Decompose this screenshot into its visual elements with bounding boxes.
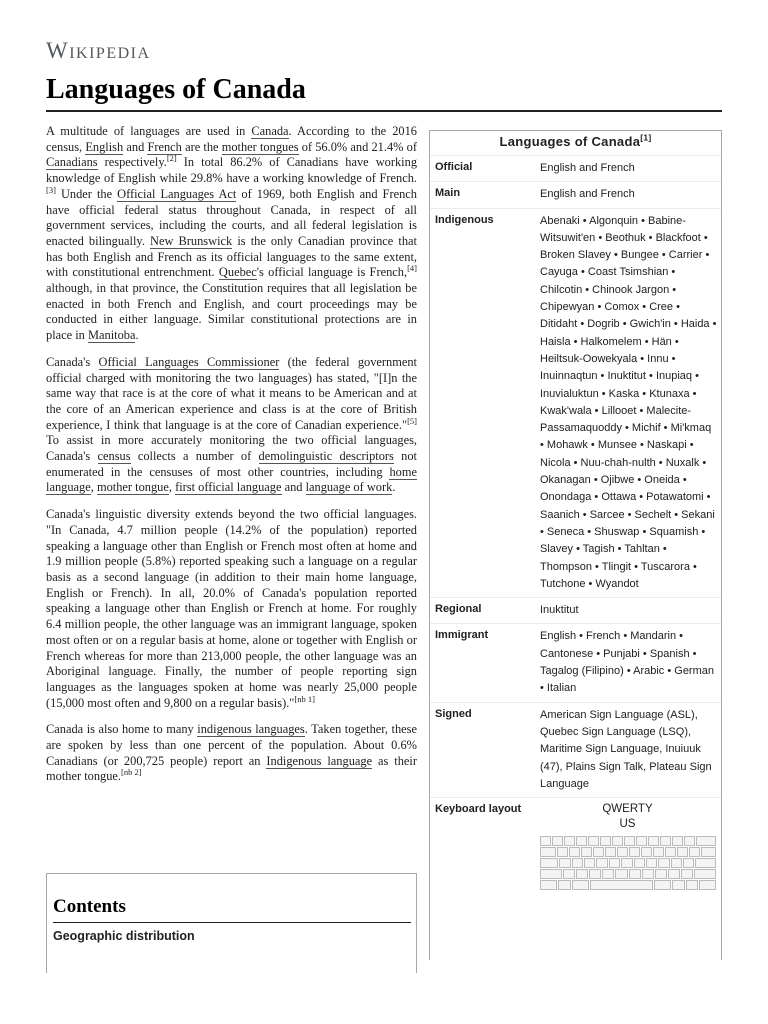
link-mother-tongues[interactable]: mother tongues bbox=[221, 139, 299, 154]
paragraph-intro: A multitude of languages are used in Canada. According to the 2016 census, English and French are the mother tongues of 56.0% and 21.4% of Canadians respectively.[2] In total 86.2% of Canadians have working knowledge of English while 29.8% have a working knowledge of French.[3] Under the Official Languages Act of 1969, both English and French have official federal status throughout Canada, in respect of all government services, including the courts, and all federal legislation is enacted bilingually. New Brunswick is the only Canadian province that has both English and French as its official languages to the same extent, with constitutional entrenchment. Quebec's official language is French,[4] although, in that province, the Constitution requires that all legislation be enacted in both French and English, and court proceedings may be conducted in either language. Similar constitutional protections are in place in Manitoba. bbox=[46, 124, 418, 343]
infobox-label: Signed bbox=[435, 707, 472, 720]
infobox-label: Regional bbox=[435, 603, 482, 616]
page-title: Languages of Canada bbox=[46, 74, 306, 105]
note-nb-2[interactable]: [nb 2] bbox=[121, 767, 142, 778]
link-official-languages-commissioner[interactable]: Official Languages Commissioner bbox=[98, 354, 280, 369]
link-first-official-language[interactable]: first official language bbox=[175, 480, 282, 495]
paragraph-commissioner: Canada's Official Languages Commissioner (the federal government official charged with monitoring the two languages) has stated, "[I]n the same way that race is at the core of what it means to be American and at the core of an American experience and class is at the core of British experience, I think that language is at the core of Canadian experience."[5] To assist in more accurately monitoring the two official languages, Canada's census collects a number of demolinguistic descriptors not enumerated in the censuses of most other countries, including home language, mother tongue, first official language and language of work. bbox=[46, 354, 418, 495]
infobox-row-immigrant bbox=[430, 623, 721, 701]
citation-5[interactable]: [5] bbox=[407, 415, 417, 426]
title-divider bbox=[46, 110, 722, 112]
infobox-row-keyboard-layout bbox=[430, 797, 721, 900]
link-quebec[interactable]: Quebec bbox=[218, 265, 257, 280]
article-body bbox=[46, 124, 417, 796]
link-mother-tongue[interactable]: mother tongue bbox=[96, 480, 169, 495]
infobox-value[interactable]: English • French • Mandarin • Cantonese • Punjabi • Spanish • Tagalog (Filipino) • Arabic • German • Italian bbox=[540, 630, 714, 695]
infobox-label: Indigenous bbox=[435, 213, 494, 226]
link-language-of-work[interactable]: language of work bbox=[305, 480, 393, 495]
infobox-citation-1[interactable]: [1] bbox=[640, 132, 652, 143]
infobox-value[interactable]: Inuktitut bbox=[540, 604, 579, 617]
infobox-label: Main bbox=[435, 187, 461, 200]
infobox-row-signed bbox=[430, 702, 721, 797]
infobox-row-official bbox=[430, 155, 721, 181]
keyboard-layout-name[interactable]: QWERTY bbox=[602, 803, 653, 816]
infobox-caption: Languages of Canada[1] bbox=[499, 132, 652, 149]
infobox-value: English and French bbox=[540, 162, 635, 174]
link-indigenous-languages[interactable]: indigenous languages bbox=[197, 722, 305, 737]
infobox-value[interactable]: American Sign Language (ASL), Quebec Sign Language (LSQ), Maritime Sign Language, Inuiuuk (47), Plains Sign Talk, Plateau Sign Language bbox=[540, 708, 712, 790]
infobox-row-indigenous bbox=[430, 208, 721, 598]
infobox-value: English and French bbox=[540, 188, 635, 201]
keyboard-layout-region: US bbox=[619, 818, 636, 831]
table-of-contents bbox=[46, 873, 417, 973]
paragraph-indigenous: Canada is also home to many indigenous languages. Taken together, these are spoken by less than one percent of the population. About 0.6% Canadians (or 200,725 people) report an Indigenous language as their mother tongue.[nb 2] bbox=[46, 722, 417, 784]
link-official-languages-act[interactable]: Official Languages Act bbox=[117, 186, 237, 201]
infobox-row-main bbox=[430, 181, 721, 207]
link-demolinguistic-descriptors[interactable]: demolinguistic descriptors bbox=[258, 449, 394, 464]
link-canada[interactable]: Canada bbox=[251, 124, 289, 138]
infobox-label: Immigrant bbox=[435, 629, 489, 642]
link-new-brunswick[interactable]: New Brunswick bbox=[150, 233, 233, 248]
link-english[interactable]: English bbox=[85, 139, 124, 154]
link-home-language[interactable]: home language bbox=[46, 464, 417, 495]
link-indigenous-language[interactable]: Indigenous language bbox=[266, 753, 373, 768]
citation-3[interactable]: [3] bbox=[46, 184, 56, 195]
infobox-row-regional bbox=[430, 597, 721, 623]
wikipedia-wordmark[interactable]: Wikipedia bbox=[46, 38, 151, 63]
contents-item-geographic-distribution[interactable]: Geographic distribution bbox=[53, 929, 195, 943]
link-census[interactable]: census bbox=[97, 449, 131, 464]
infobox-value[interactable]: Abenaki • Algonquin • Babine-Witsuwit'en • Beothuk • Blackfoot • Broken Slavey • Bungee • Carrier • Cayuga • Coast Tsimshian • Chilcotin • Chinook Jargon • Chipewyan • Comox • Cree • Ditidaht • Dogrib • Gwich'in • Haida • Haisla • Halkomelem • Hän • Heiltsuk-Oowekyala • Innu • Inuinnaqtun • Inuktitut • Inupiaq • Inuvialuktun • Kaska • Ktunaxa • Kwak'wala • Lillooet • Malecite-Passamaquoddy • Michif • Mi'kmaq • Mohawk • Munsee • Naskapi • Nicola • Nuu-chah-nulth • Nuxalk • Okanagan • Ojibwe • Oneida • Onondaga • Ottawa • Potawatomi • Saanich • Sarcee • Sechelt • Sekani • Seneca • Shuswap • Squamish • Slavey • Tagish • Tahltan • Thompson • Tlingit • Tuscarora • Tutchone • Wyandot bbox=[540, 214, 717, 590]
contents-divider bbox=[53, 922, 411, 923]
infobox-label: Keyboard layout bbox=[435, 803, 522, 816]
paragraph-diversity: Canada's linguistic diversity extends beyond the two official languages. "In Canada, 4.7 million people (14.2% of the population) reported speaking a language other than English or French most often at home and 1.9 million people (5.8%) reported speaking such a language on a regular basis as a second language (in addition to their main home language, English or French). In all, 20.0% of Canada's population reported speaking a language other than English or French at home. For roughly 6.4 million people, the other language was an immigrant language, spoken most often or on a regular basis at home, alone or together with English or French whereas for more than 213,000 people, the other language was an Aboriginal language. Finally, the number of people reporting sign languages as the languages spoken at home was nearly 25,000 people (15,000 most often and 9,800 on a regular basis)."[nb 1] bbox=[46, 507, 417, 710]
infobox-label: Official bbox=[435, 161, 473, 173]
link-canadians[interactable]: Canadians bbox=[46, 155, 98, 170]
link-manitoba[interactable]: Manitoba bbox=[87, 328, 136, 343]
citation-2[interactable]: [2] bbox=[166, 153, 177, 164]
infobox bbox=[429, 130, 722, 960]
contents-heading: Contents bbox=[53, 896, 126, 917]
citation-4[interactable]: [4] bbox=[407, 263, 417, 274]
keyboard-layout-image[interactable] bbox=[540, 836, 716, 896]
link-french[interactable]: French bbox=[147, 139, 182, 154]
note-nb-1[interactable]: [nb 1] bbox=[294, 693, 315, 704]
infobox-value-keyboard bbox=[535, 798, 721, 900]
